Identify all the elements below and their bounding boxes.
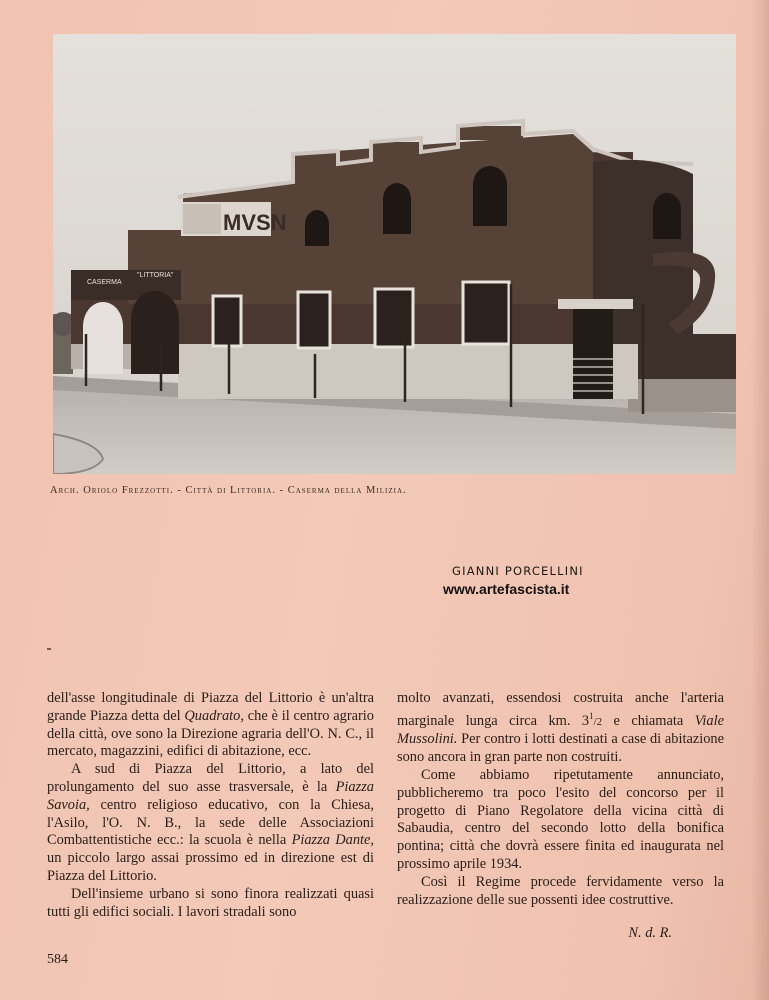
text-column-left <box>47 690 374 921</box>
mvsn-sign: MVSN <box>223 210 287 235</box>
paragraph: Così il Regime procede fervidamente verso la realizzazione delle sue possenti idee costruttive. <box>397 873 724 908</box>
gate-label-littoria: "LITTORIA" <box>137 272 174 279</box>
credit-url-link[interactable]: www.artefascista.it <box>443 581 570 597</box>
photo-caption: Arch. Oriolo Frezzotti. - Città di Littoria. - Caserma della Milizia. <box>50 485 407 496</box>
building-photograph <box>53 34 736 474</box>
paragraph: Dell'insieme urbano si sono finora realizzati quasi tutti gli edifici sociali. I lavori stradali sono <box>47 885 374 920</box>
credit-name: GIANNI PORCELLINI <box>452 564 584 578</box>
paragraph: dell'asse longitudinale di Piazza del Littorio è un'altra grande Piazza detta del Quadrato, che è il centro agrario della città, ove sono la Direzione agraria dell'O. N. C., il mercato, magazzini, edifici di abitazione, ecc. <box>47 690 374 760</box>
paragraph: molto avanzati, essendosi costruita anche l'arteria marginale lunga circa km. $3^1/2$ e chiamata Viale Mussolini. Per contro i lotti destinati a case di abitazione sono ancora in gran parte non costruiti. <box>397 690 724 766</box>
paragraph: Come abbiamo ripetutamente annunciato, pubblicheremo tra poco l'esito del concorso per il progetto di Piano Regolatore della vicina città di Sabaudia, centro del secondo lotto della bonifica pontina; città che dovrà essere finita ed inaugurata nel prossimo aprile 1934. <box>397 766 724 872</box>
page-number: 584 <box>47 952 68 967</box>
gate-label-caserma: CASERMA <box>87 279 122 286</box>
stray-mark <box>47 648 51 650</box>
text-column-right <box>397 690 724 943</box>
page-edge-shadow <box>751 0 769 1000</box>
paragraph: A sud di Piazza del Littorio, a lato del prolungamento del suo asse trasversale, è la Piazza Savoia, centro religioso educativo, con la Chiesa, l'Asilo, l'O. N. B., la sede delle Associazioni Combattentistiche ecc.: la scuola è nella Piazza Dante, un piccolo largo assai prossimo ed in direzione est di Piazza del Littorio. <box>47 761 374 884</box>
signature: N. d. R. <box>628 925 672 942</box>
